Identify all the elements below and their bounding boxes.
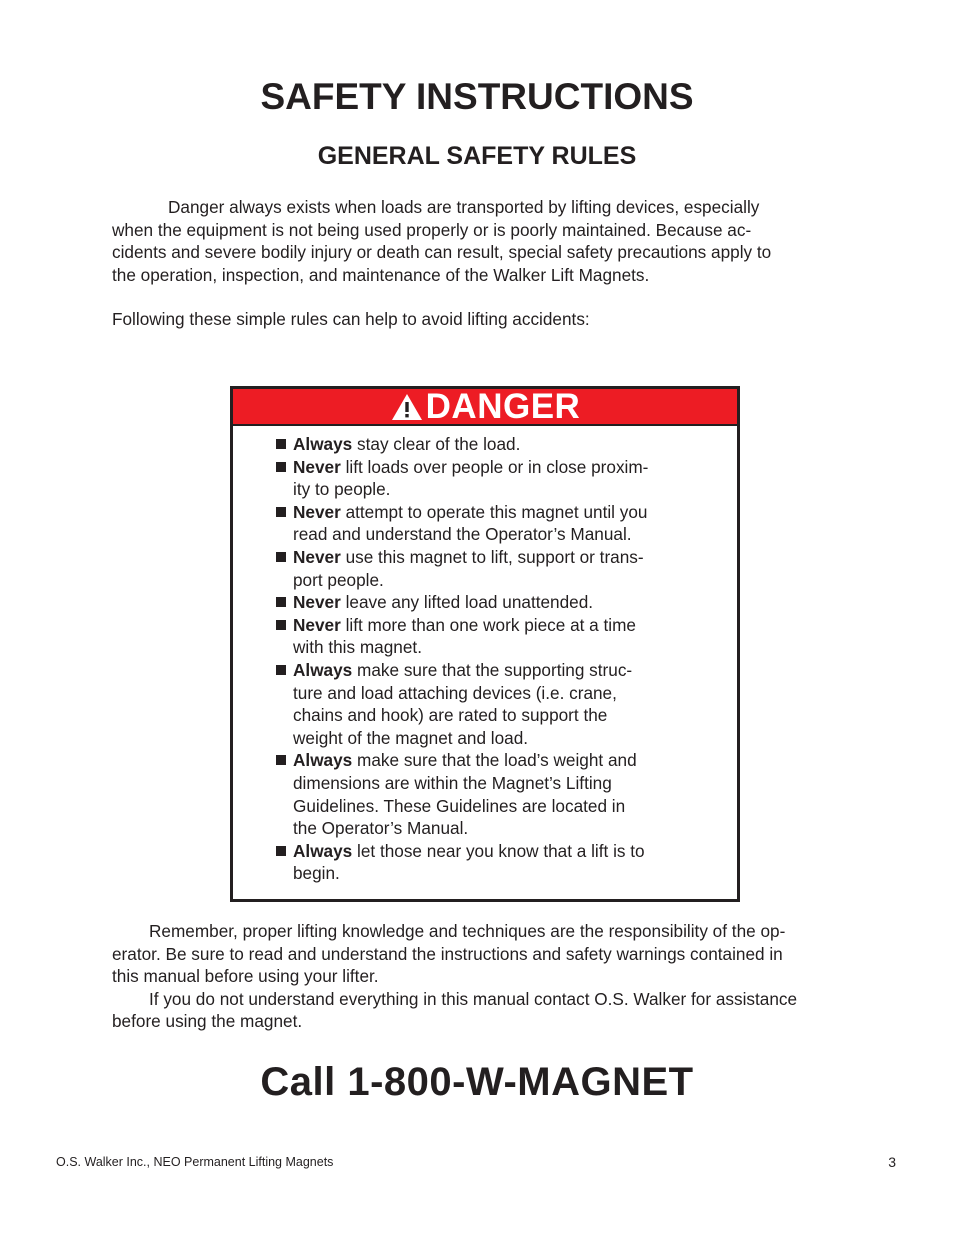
rule-text-line: Guidelines. These Guidelines are located in	[293, 795, 626, 816]
rule-text-line: leave any lifted load unattended.	[345, 592, 594, 613]
danger-heading: DANGER	[425, 387, 581, 426]
rule-text-line: read and understand the Operator’s Manual.	[293, 524, 632, 545]
bullet-square-icon	[276, 665, 286, 675]
danger-rule-item	[276, 501, 706, 546]
danger-rule-item	[276, 840, 706, 885]
rule-lead-word: Always	[293, 659, 353, 680]
rule-text-line: ity to people.	[293, 479, 391, 500]
rule-text-line: weight of the magnet and load.	[293, 727, 529, 748]
bullet-square-icon	[276, 439, 286, 449]
bullet-square-icon	[276, 846, 286, 856]
bullet-square-icon	[276, 507, 286, 517]
following-text: Following these simple rules can help to avoid lifting accidents:	[112, 309, 590, 329]
danger-list	[276, 433, 706, 885]
danger-rule-item	[276, 749, 706, 839]
rule-text-line: the Operator’s Manual.	[293, 818, 469, 839]
danger-box	[230, 386, 740, 902]
rule-text-line: lift more than one work piece at a time	[345, 614, 636, 635]
bullet-square-icon	[276, 462, 286, 472]
bullet-square-icon	[276, 552, 286, 562]
rule-lead-word: Always	[293, 434, 353, 454]
rule-text-line: use this magnet to lift, support or trans-	[345, 546, 644, 567]
call-to-action: Call 1-800-W-MAGNET	[260, 1060, 694, 1104]
rule-lead-word: Never	[293, 592, 341, 613]
warning-icon	[390, 392, 424, 422]
danger-rule-item	[276, 433, 706, 456]
bullet-square-icon	[276, 620, 286, 630]
rule-text-line: chains and hook) are rated to support the	[293, 705, 608, 726]
danger-header	[233, 389, 737, 426]
rule-text-line: attempt to operate this magnet until you	[345, 501, 648, 522]
rule-lead-word: Never	[293, 614, 341, 635]
rule-text-line: with this magnet.	[293, 637, 422, 658]
intro-paragraph: Danger always exists when loads are transported by lifting devices, especially when the equipment is not being used properly or is poorly maintained. Because ac- cidents and severe bodily injury or death can result, special safety precautions apply to the operation, inspection, and maintenance of the Walker Lift Magnets.	[112, 197, 772, 285]
rule-text-line: stay clear of the load.	[357, 434, 521, 454]
rule-text-line: begin.	[293, 863, 340, 884]
rule-text-line: dimensions are within the Magnet’s Lifting	[293, 772, 612, 793]
rule-lead-word: Always	[293, 840, 353, 861]
rule-text-line: make sure that the supporting struc-	[357, 659, 633, 680]
rule-text-line: make sure that the load’s weight and	[357, 750, 637, 771]
danger-rule-item	[276, 659, 706, 749]
page-title: SAFETY INSTRUCTIONS	[260, 76, 694, 117]
remember-paragraph: Remember, proper lifting knowledge and techniques are the responsibility of the op- erator. Be sure to read and understand the instructions and safety warnings contained in this manual before using your lifter. If you do not understand everything in this manual contact O.S. Walker for assistance before using the magnet.	[112, 921, 798, 1032]
danger-rule-item	[276, 614, 706, 659]
rule-text-line: port people.	[293, 569, 384, 590]
danger-rule-item	[276, 591, 706, 614]
rule-lead-word: Always	[293, 750, 353, 771]
rule-text-line: ture and load attaching devices (i.e. crane,	[293, 682, 617, 703]
rule-text-line: lift loads over people or in close proxim-	[345, 456, 649, 477]
rule-lead-word: Never	[293, 501, 341, 522]
page-number: 3	[888, 1154, 896, 1170]
bullet-square-icon	[276, 755, 286, 765]
rule-text-line: let those near you know that a lift is to	[357, 840, 645, 861]
danger-rule-item	[276, 456, 706, 501]
section-title: GENERAL SAFETY RULES	[317, 142, 637, 170]
danger-rule-item	[276, 546, 706, 591]
rule-lead-word: Never	[293, 546, 341, 567]
rule-lead-word: Never	[293, 456, 341, 477]
bullet-square-icon	[276, 597, 286, 607]
footer-text: O.S. Walker Inc., NEO Permanent Lifting Magnets	[56, 1155, 334, 1169]
